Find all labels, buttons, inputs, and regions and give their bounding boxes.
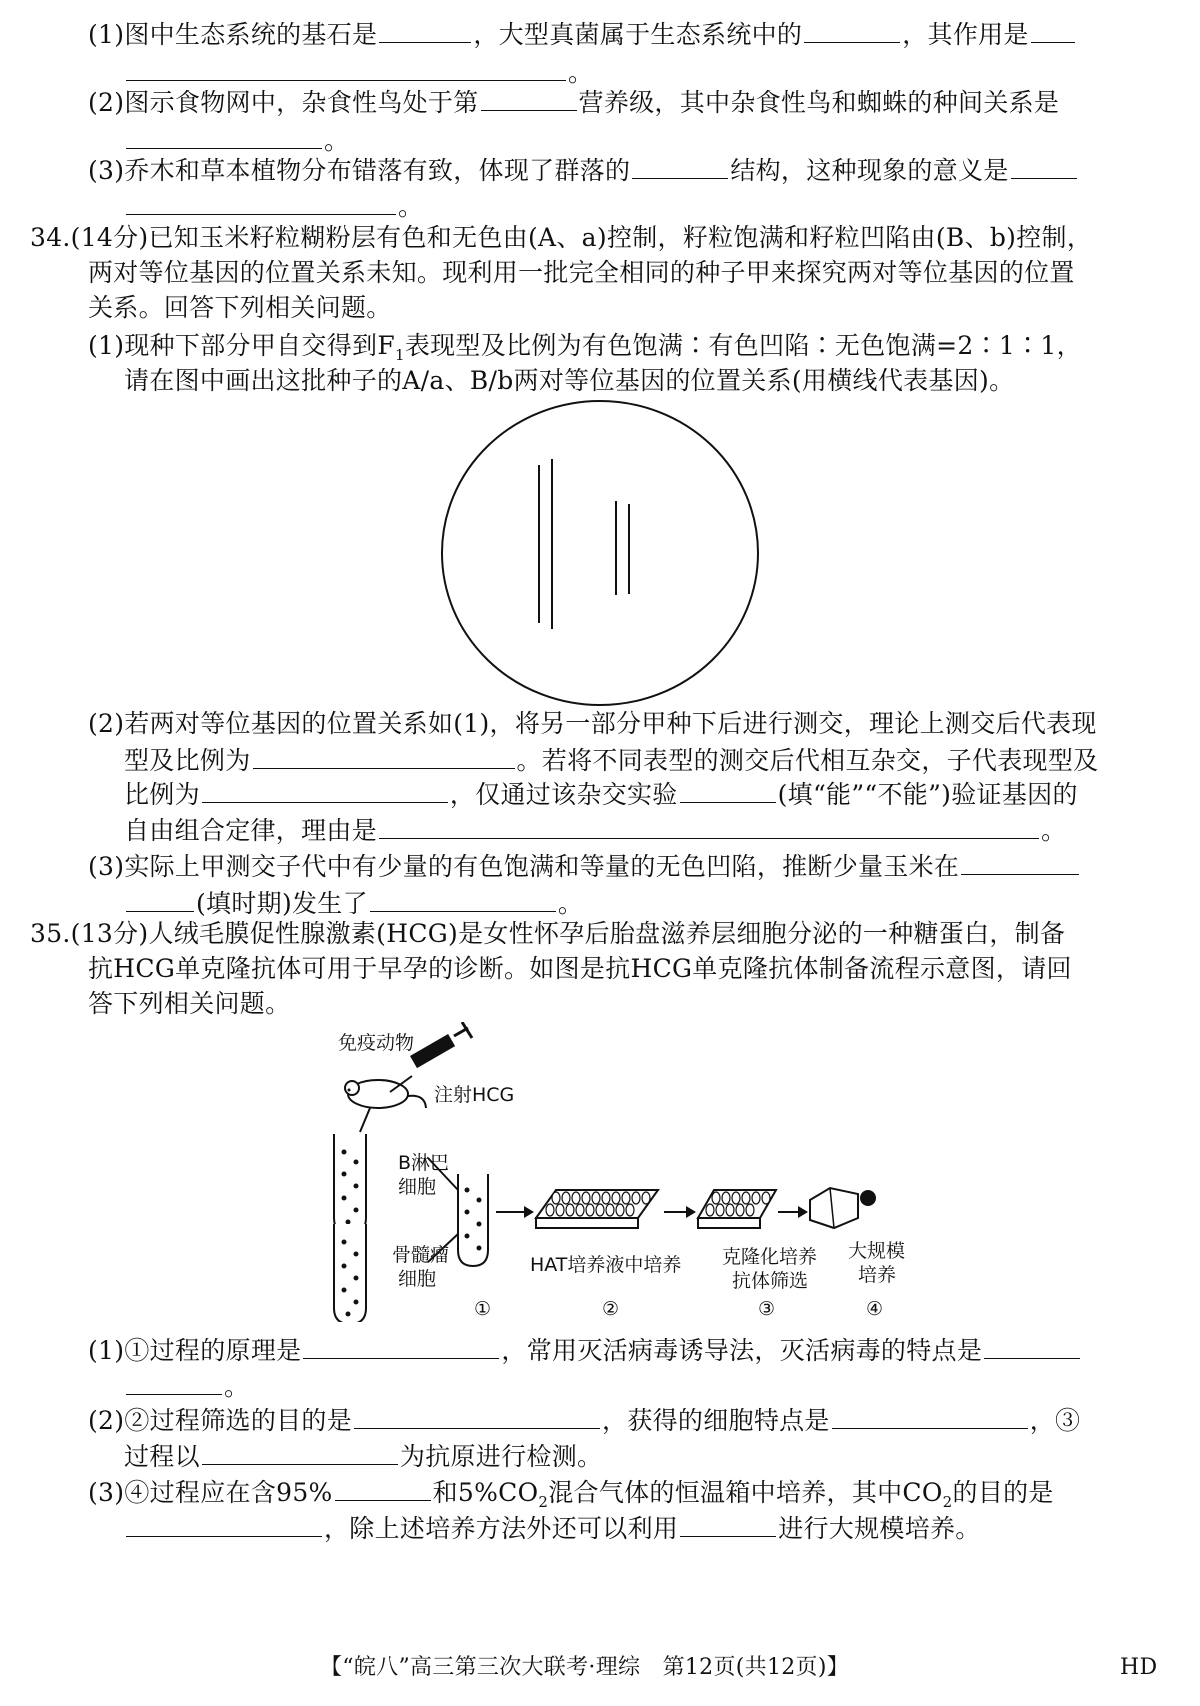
answer-blank[interactable] [632, 154, 728, 179]
figure-label-clone-1: 克隆化培养 [722, 1246, 818, 1268]
answer-blank[interactable] [126, 190, 396, 215]
figure-label-large-2: 培养 [858, 1264, 897, 1286]
answer-blank[interactable] [202, 1440, 398, 1465]
figure-step-2: ② [602, 1298, 620, 1320]
answer-blank[interactable] [680, 778, 776, 803]
figure-step-3: ③ [758, 1298, 776, 1320]
answer-blank[interactable] [370, 887, 556, 912]
figure-step-4: ④ [866, 1298, 884, 1320]
answer-blank[interactable] [126, 124, 322, 149]
chromosome-drawing-area[interactable] [432, 395, 772, 715]
q33-line-3: (2)图示食物网中，杂食性鸟处于第 营养级，其中杂食性鸟和蜘蛛的种间关系是 [88, 88, 1060, 117]
q35-stem-2: 抗HCG单克隆抗体可用于早孕的诊断。如图是抗HCG单克隆抗体制备流程示意图，请回 [88, 954, 1072, 983]
figure-step-1: ① [474, 1298, 492, 1320]
q34-part3-line-2: (填时期)发生了 。 [124, 887, 583, 920]
footer-code: HD [1120, 1655, 1158, 1680]
q35-part2-line-1: (2)②过程筛选的目的是 ，获得的细胞特点是 ，③ [88, 1406, 1081, 1435]
answer-blank[interactable] [126, 56, 566, 81]
q33-line-2: 。 [124, 56, 593, 89]
figure-label-myeloma-1: 骨髓瘤 [392, 1244, 450, 1266]
answer-blank[interactable] [202, 778, 448, 803]
well-plate-hat-icon [536, 1190, 658, 1228]
test-tube-fusion-icon [458, 1174, 488, 1266]
figure-label-clone-2: 抗体筛选 [732, 1270, 809, 1292]
q34-part2-line-2: 型及比例为 。若将不同表型的测交后代相互杂交，子代表现型及 [124, 746, 1099, 775]
q33-line-4: 。 [124, 124, 349, 157]
q34-part2-line-1: (2)若两对等位基因的位置关系如(1)，将另一部分甲种下后进行测交，理论上测交后代表现 [88, 709, 1097, 738]
q35-part3-line-1: (3)④过程应在含95% 和$5\%CO_2$混合气体的恒温箱中培养，其中$CO_2$的目的是 [88, 1478, 1054, 1511]
figure-label-hat-culture: HAT培养液中培养 [530, 1254, 682, 1276]
figure-label-bcell-1: B淋巴 [398, 1152, 450, 1174]
test-tube-myeloma-icon [334, 1224, 366, 1322]
q34-stem-2: 两对等位基因的位置关系未知。现利用一批完全相同的种子甲来探究两对等位基因的位置 [88, 258, 1075, 287]
answer-blank[interactable] [379, 18, 471, 43]
figure-label-bcell-2: 细胞 [398, 1176, 437, 1198]
answer-blank[interactable] [335, 1476, 431, 1501]
q35-part1-line-1: (1)①过程的原理是 ，常用灭活病毒诱导法，灭活病毒的特点是 [88, 1334, 1082, 1367]
answer-blank[interactable] [354, 1404, 600, 1429]
answer-blank[interactable] [680, 1512, 776, 1537]
cell-circle [442, 401, 758, 705]
q34-stem-3: 关系。回答下列相关问题。 [88, 293, 392, 322]
q33-line-6: 。 [124, 190, 423, 223]
figure-label-large-1: 大规模 [848, 1240, 906, 1262]
test-tube-bcell-icon [334, 1134, 366, 1234]
figure-label-immune-animal: 免疫动物 [338, 1032, 415, 1054]
q35-stem-3: 答下列相关问题。 [88, 989, 291, 1018]
mouse-icon [345, 1080, 426, 1108]
q34-part3-line-1: (3)实际上甲测交子代中有少量的有色饱满和等量的无色凹陷，推断少量玉米在 [88, 850, 1081, 883]
well-plate-clone-icon [698, 1190, 776, 1228]
q35-stem-1: 35.(13分)人绒毛膜促性腺激素(HCG)是女性怀孕后胎盘滋养层细胞分泌的一种糖蛋白，制备 [30, 919, 1066, 948]
answer-blank[interactable] [984, 1334, 1080, 1359]
q34-part1-line-2: 请在图中画出这批种子的A/a、B/b两对等位基因的位置关系(用横线代表基因)。 [124, 366, 1015, 395]
answer-blank[interactable] [126, 887, 194, 912]
q35-part3-line-2: ，除上述培养方法外还可以利用 进行大规模培养。 [124, 1512, 981, 1545]
answer-blank[interactable] [126, 1370, 222, 1395]
answer-blank[interactable] [804, 18, 900, 43]
answer-blank[interactable] [961, 850, 1079, 875]
answer-blank[interactable] [303, 1334, 499, 1359]
q33-line-5: (3)乔木和草本植物分布错落有致，体现了群落的 结构，这种现象的意义是 [88, 154, 1079, 187]
q34-part2-line-4: 自由组合定律，理由是 。 [124, 816, 1067, 845]
page-footer: 【“皖八”高三第三次大联考·理综 第12页(共12页)】 [320, 1655, 850, 1680]
q33-line-1: (1)图中生态系统的基石是 ，大型真菌属于生态系统中的 ，其作用是 [88, 18, 1077, 51]
answer-blank[interactable] [832, 1404, 1028, 1429]
q34-part2-line-3: 比例为 ，仅通过该杂交实验 (填“能”“不能”)验证基因的 [124, 780, 1078, 809]
answer-blank[interactable] [1011, 154, 1077, 179]
answer-blank[interactable] [253, 744, 515, 769]
figure-label-inject-hcg: 注射HCG [434, 1084, 515, 1106]
figure-label-myeloma-2: 细胞 [398, 1268, 437, 1290]
q34-part1-line-1: (1)现种下部分甲自交得到$F_1$表现型及比例为有色饱满∶有色凹陷∶无色饱满=2∶1∶1， [88, 331, 1082, 364]
bioreactor-icon [810, 1188, 876, 1228]
q35-part1-line-2: 。 [124, 1370, 249, 1403]
answer-blank[interactable] [481, 86, 577, 111]
answer-blank[interactable] [1031, 18, 1075, 43]
answer-blank[interactable] [379, 814, 1039, 839]
q34-stem-1: 34.(14分)已知玉米籽粒糊粉层有色和无色由(A、a)控制，籽粒饱满和籽粒凹陷由(B、b)控制， [30, 223, 1093, 252]
q35-part2-line-2: 过程以 为抗原进行检测。 [124, 1442, 603, 1471]
answer-blank[interactable] [126, 1512, 322, 1537]
